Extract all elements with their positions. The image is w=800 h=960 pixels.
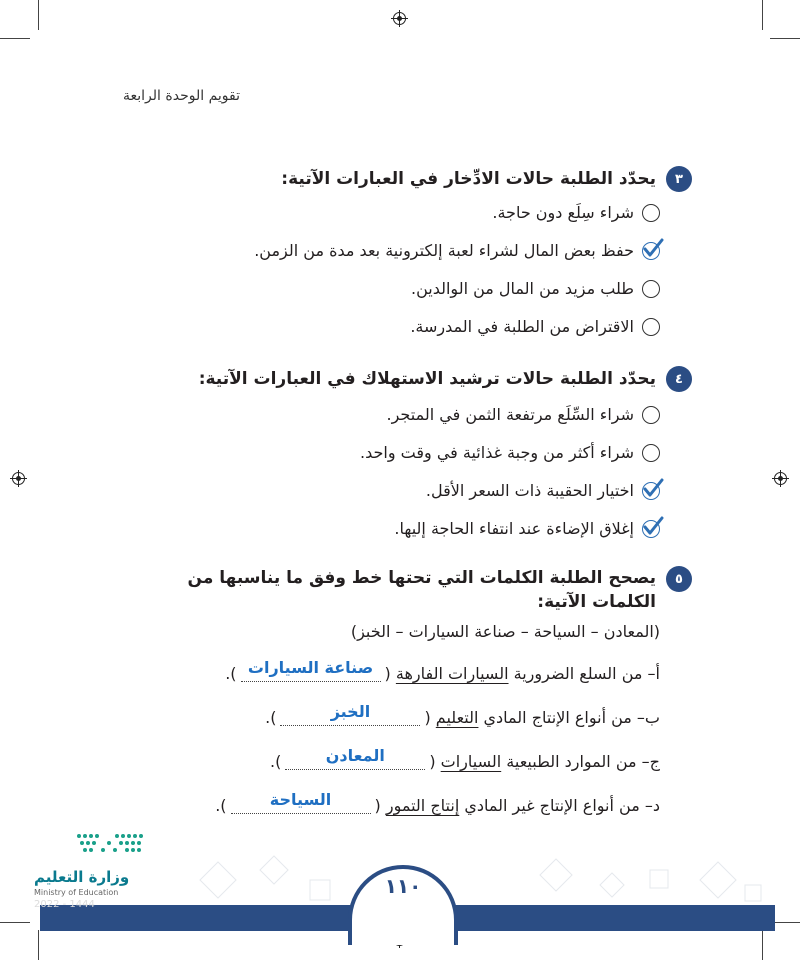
answer-text: الخبز	[330, 702, 371, 721]
question-3-prompt: يحدّد الطلبة حالات الادِّخار في العبارات الآتية:	[281, 169, 656, 189]
fill-in-item	[270, 746, 660, 771]
checked-circle-icon[interactable]	[642, 482, 660, 500]
answer-blank[interactable]	[241, 658, 381, 682]
answer-text: المعادن	[325, 746, 385, 765]
paren-close: ).	[215, 796, 227, 815]
checked-circle-icon[interactable]	[642, 242, 660, 260]
answer-text: صناعة السيارات	[247, 658, 374, 677]
ministry-logo-icon	[69, 828, 159, 858]
edition-year: 2022 - 1444	[34, 899, 95, 910]
crop-mark	[0, 922, 30, 923]
underlined-word: السيارات الفارهة	[395, 664, 509, 683]
option-text: شراء السِّلَع مرتفعة الثمن في المتجر.	[386, 405, 634, 424]
fill-in-item	[265, 702, 660, 727]
underlined-word: إنتاج التمور	[385, 796, 460, 815]
answer-blank[interactable]	[280, 702, 420, 726]
crop-mark	[770, 38, 800, 39]
option-text: حفظ بعض المال لشراء لعبة إلكترونية بعد مدة من الزمن.	[254, 241, 634, 260]
question-3-header	[281, 166, 692, 192]
option-text: طلب مزيد من المال من الوالدين.	[410, 279, 634, 298]
question-4-prompt: يحدّد الطلبة حالات ترشيد الاستهلاك في العبارات الآتية:	[198, 369, 656, 389]
check-icon	[641, 236, 665, 260]
option-item[interactable]	[410, 317, 660, 336]
option-text: الاقتراض من الطلبة في المدرسة.	[410, 317, 634, 336]
empty-circle-icon[interactable]	[642, 204, 660, 222]
paren-close: ).	[270, 752, 282, 771]
answer-text: السياحة	[269, 790, 332, 809]
underlined-word: السيارات	[440, 752, 502, 771]
empty-circle-icon[interactable]	[642, 406, 660, 424]
registration-mark-icon	[774, 472, 787, 485]
question-number-badge: ٥	[666, 566, 692, 592]
ministry-name-en: Ministry of Education	[34, 888, 119, 897]
fill-in-item	[225, 658, 660, 683]
option-item[interactable]	[492, 203, 660, 222]
crop-mark	[38, 930, 39, 960]
empty-circle-icon[interactable]	[642, 318, 660, 336]
question-4-header	[199, 366, 692, 392]
check-icon	[641, 476, 665, 500]
option-item[interactable]	[394, 519, 660, 538]
crop-mark	[762, 930, 763, 960]
crop-mark	[762, 0, 763, 30]
empty-circle-icon[interactable]	[642, 280, 660, 298]
option-item[interactable]	[360, 443, 660, 462]
question-number-badge: ٤	[666, 366, 692, 392]
option-item[interactable]	[387, 405, 660, 424]
item-prefix: ب– من أنواع الإنتاج المادي	[483, 708, 660, 727]
option-text: اختيار الحقيبة ذات السعر الأقل.	[425, 481, 634, 500]
option-text: شراء سِلَع دون حاجة.	[492, 203, 634, 222]
paren-close: ).	[265, 708, 277, 727]
answer-blank[interactable]	[285, 746, 425, 770]
item-prefix: د– من أنواع الإنتاج غير المادي	[464, 796, 660, 815]
paren-open: (	[429, 752, 436, 771]
ministry-name-ar: وزارة التعليم	[34, 868, 130, 886]
paren-open: (	[424, 708, 431, 727]
page-number: ١١٠	[384, 874, 422, 898]
question-number-badge: ٣	[666, 166, 692, 192]
option-item[interactable]	[411, 279, 660, 298]
question-5-header	[126, 566, 692, 614]
answer-blank[interactable]	[231, 790, 371, 814]
crop-mark	[38, 0, 39, 30]
paren-open: (	[374, 796, 381, 815]
option-text: شراء أكثر من وجبة غذائية في وقت واحد.	[360, 443, 634, 462]
option-item[interactable]	[254, 241, 660, 260]
word-bank: (المعادن – السياحة – صناعة السيارات – الخبز)	[350, 622, 660, 641]
unit-title: تقويم الوحدة الرابعة	[123, 88, 240, 104]
checked-circle-icon[interactable]	[642, 520, 660, 538]
crop-mark	[0, 38, 30, 39]
registration-mark-icon	[393, 12, 406, 25]
underlined-word: التعليم	[435, 708, 479, 727]
question-5-prompt: يصحح الطلبة الكلمات التي تحتها خط وفق ما يناسبها من الكلمات الآتية:	[187, 568, 656, 612]
registration-mark-icon	[12, 472, 25, 485]
fill-in-item	[215, 790, 660, 815]
check-icon	[641, 514, 665, 538]
empty-circle-icon[interactable]	[642, 444, 660, 462]
option-text: إغلاق الإضاءة عند انتفاء الحاجة إليها.	[394, 519, 634, 538]
option-item[interactable]	[426, 481, 660, 500]
paren-open: (	[384, 664, 391, 683]
item-prefix: أ– من السلع الضرورية	[513, 664, 660, 683]
item-prefix: ج– من الموارد الطبيعية	[506, 752, 660, 771]
decorative-pattern	[180, 840, 780, 905]
paren-close: ).	[225, 664, 237, 683]
